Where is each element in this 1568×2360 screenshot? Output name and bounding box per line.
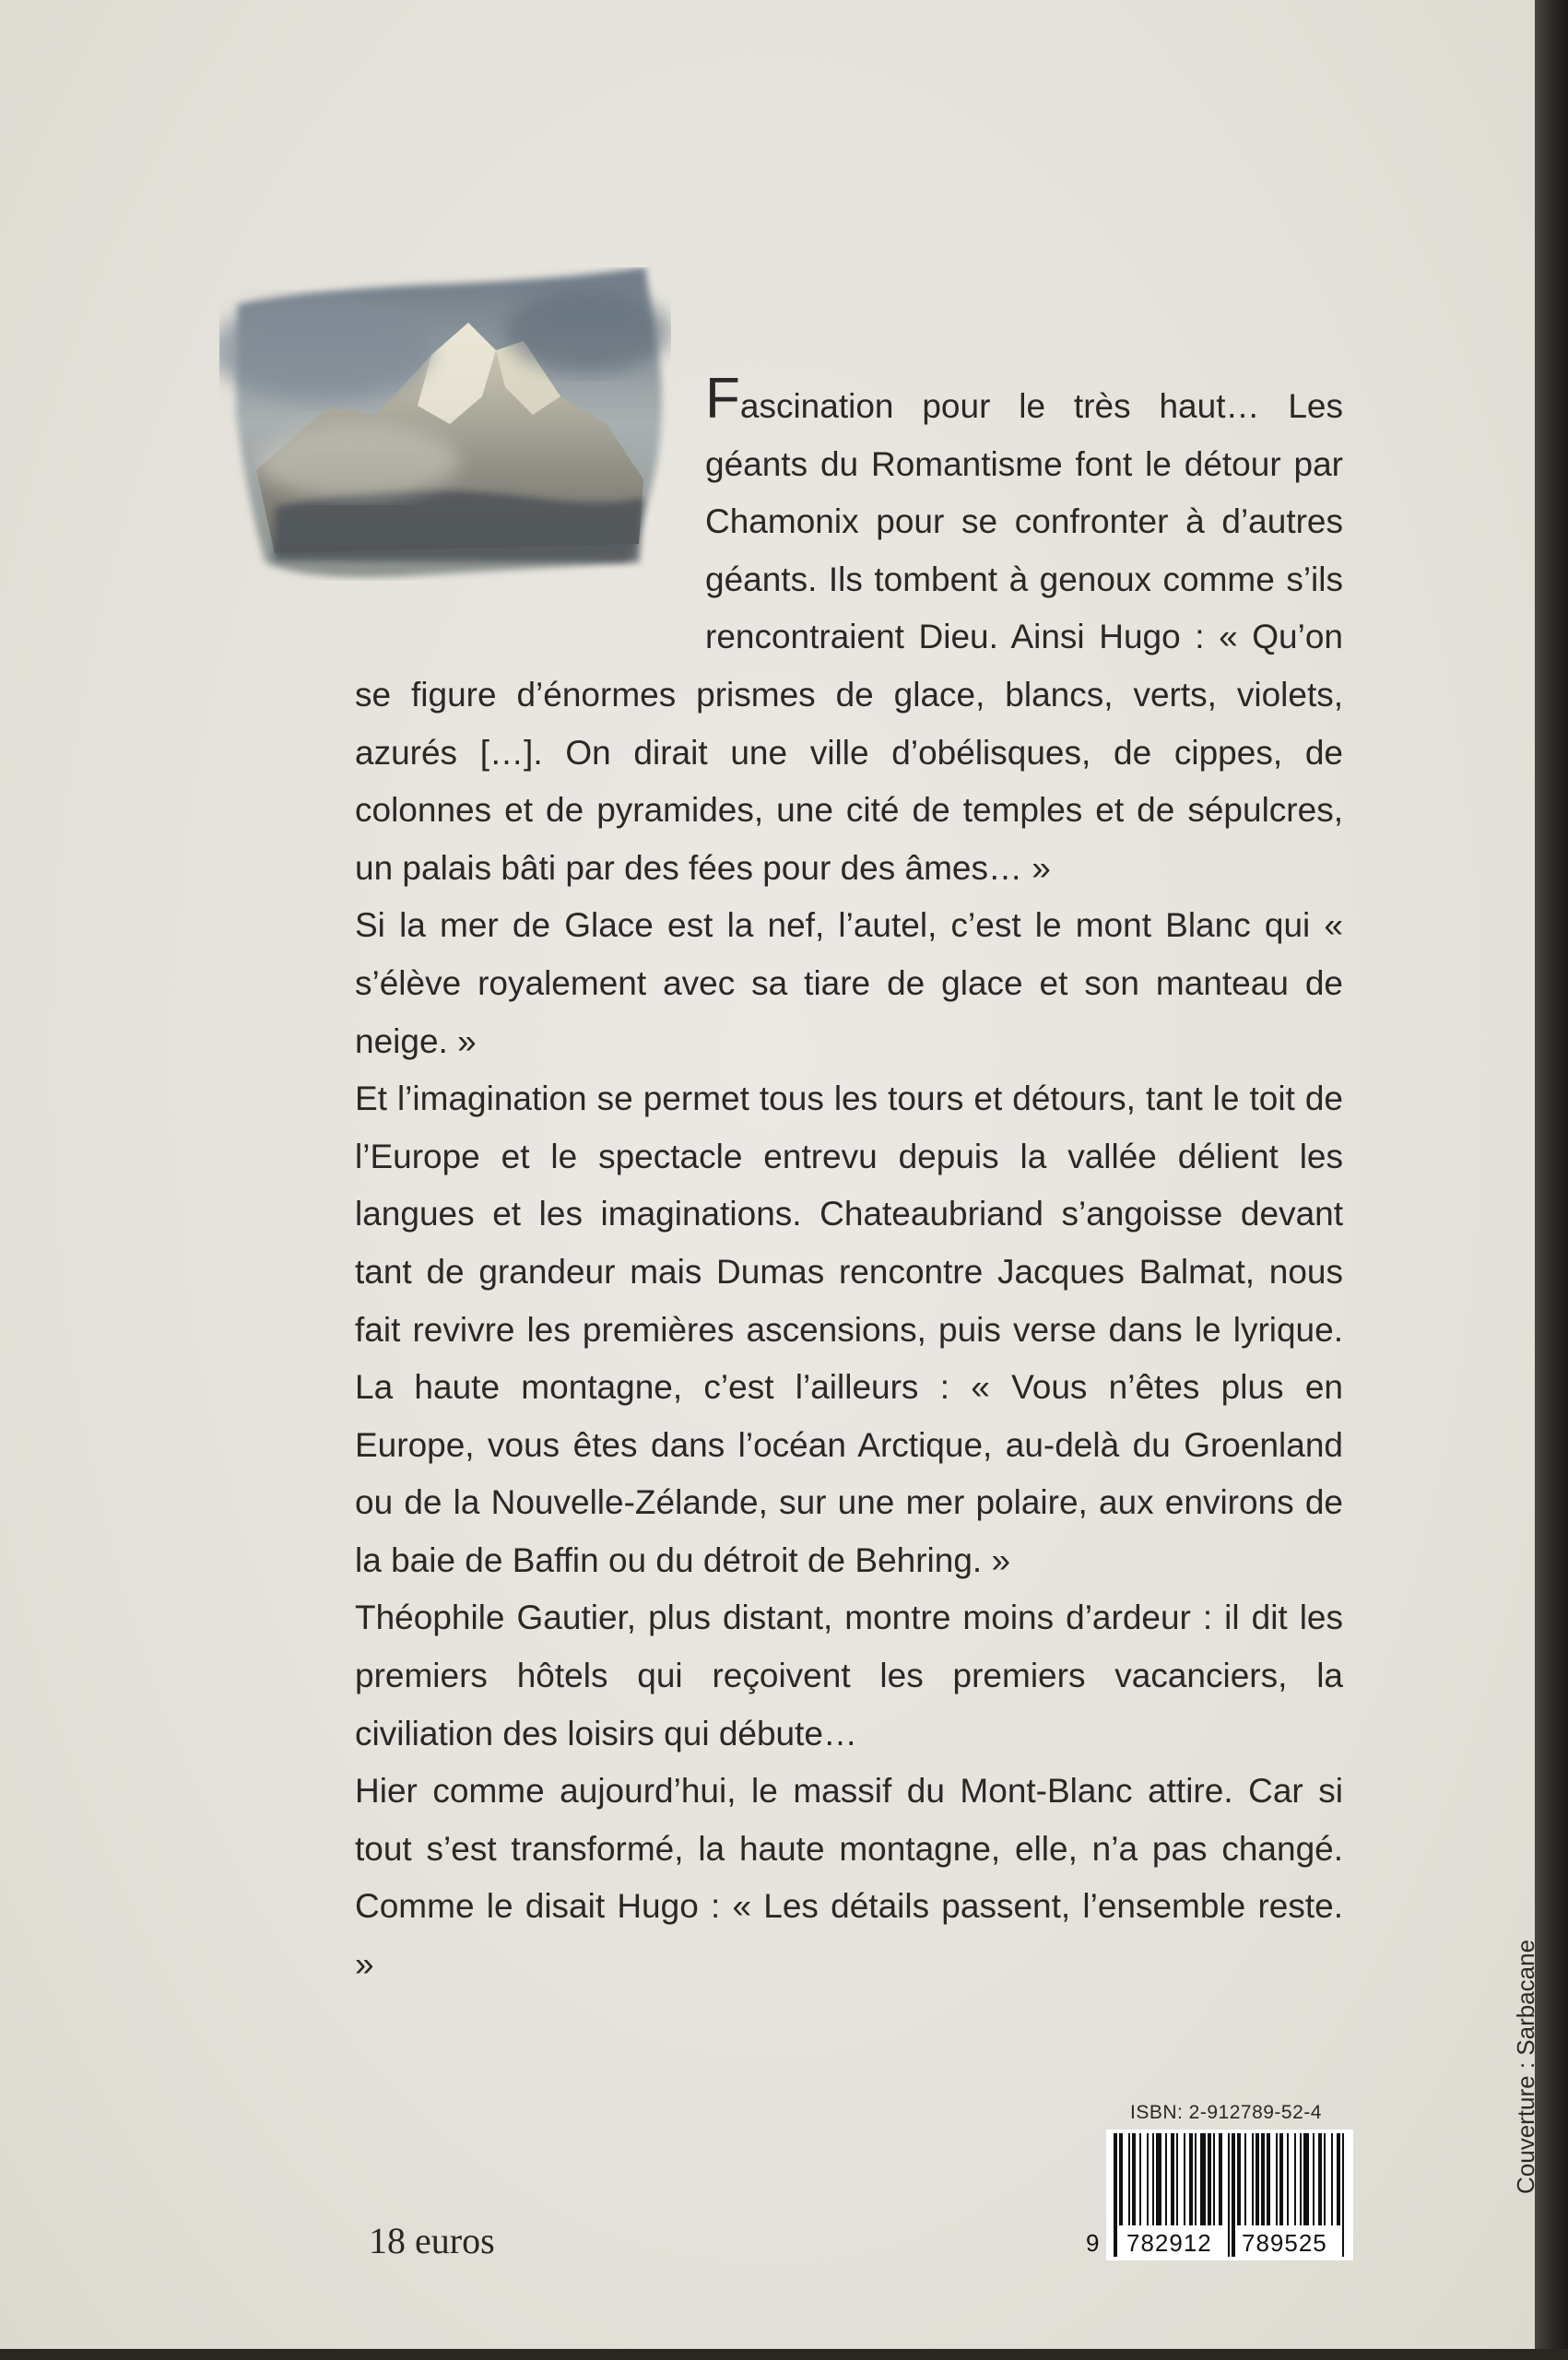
barcode-bar [1200,2133,1206,2225]
barcode-bar [1331,2133,1333,2225]
barcode-bar [1213,2133,1215,2225]
barcode-bar [1237,2133,1241,2225]
barcode-bar [1276,2133,1278,2225]
barcode-bar [1252,2133,1254,2225]
barcode-bar [1261,2133,1265,2225]
cover-credit: Couverture : Sarbacane [1512,1939,1539,2194]
barcode-bar [1184,2133,1185,2225]
barcode-bar [1208,2133,1211,2225]
barcode-bar [1119,2133,1123,2225]
paragraph-5: Hier comme aujourd’hui, le massif du Mont-Blanc attire. Car si tout s’est transformé, la haute montagne, elle, n’a pas changé. Comme le disait Hugo : « Les détails passent, l’ensemble reste. » [355,1772,1343,1984]
barcode-bar [1294,2133,1296,2225]
barcode-bar [1171,2133,1174,2225]
drop-initial: F [705,367,740,431]
barcode-bar [1139,2133,1141,2225]
barcode-bar [1244,2133,1246,2225]
barcode-bar [1324,2133,1326,2225]
barcode-group-2: 789525 [1242,2229,1327,2257]
barcode-bar [1303,2133,1309,2225]
isbn-label: ISBN: 2-912789-52-4 [1130,2102,1322,2123]
text-wrap-area [355,376,705,643]
barcode-bar [1132,2133,1136,2225]
paragraph-4: Théophile Gautier, plus distant, montre moins d’ardeur : il dit les premiers hôtels qui reçoivent les premiers vacanciers, la civiliation des loisirs qui débute… [355,1599,1343,1752]
book-edge-bottom [0,2349,1568,2360]
barcode-bar [1152,2133,1154,2225]
barcode-bar [1176,2133,1178,2225]
barcode-bar [1267,2133,1270,2225]
barcode-bar [1287,2133,1289,2225]
barcode-bar [1156,2133,1161,2225]
barcode-bar [1195,2133,1197,2225]
barcode-bar [1256,2133,1259,2225]
barcode-bar [1300,2133,1302,2225]
barcode-bar [1165,2133,1167,2225]
barcode-bar [1147,2133,1149,2225]
paragraph-3: Et l’imagination se permet tous les tours et détours, tant le toit de l’Europe et le spectacle entrevu depuis la vallée délient les langues et les imaginations. Chateaubriand s’angoisse devant tant de grandeur mais Dumas rencontre Jacques Balmat, nous fait revivre les premières ascensions, puis verse dans le lyrique. La haute montagne, c’est l’ailleurs : « Vous n’êtes plus en Europe, vous êtes dans l’océan Arctique, au-delà du Groenland ou de la Nouvelle-Zélande, sur une mer polaire, aux environs de la baie de Baffin ou du détroit de Behring. » [355,1080,1343,1579]
body-text [355,367,1343,1994]
barcode-bar [1219,2133,1222,2225]
paragraph-2: Si la mer de Glace est la nef, l’autel, c’est le mont Blanc qui « s’élève royalement avec sa tiare de glace et son manteau de neige. » [355,906,1343,1060]
barcode-bar [1313,2133,1315,2225]
paragraph-1-text: ascination pour le très haut… Les géants du Romantisme font le détour par Chamonix pour se confronter à d’autres géants. Ils tombent à genoux comme s’ils rencontraient Dieu. Ainsi Hugo : « Qu’on se figure d’énormes prismes de glace, blancs, verts, violets, azurés […]. On dirait une ville d’obélisques, de cippes, de colonnes et de pyramides, une cité de temples et de sépulcres, un palais bâti par des fées pour des âmes… » [355,387,1343,887]
barcode-bar [1128,2133,1130,2225]
price: 18 euros [369,2220,495,2261]
barcode-bar [1189,2133,1193,2225]
barcode-bar [1337,2133,1340,2225]
barcode-group-1: 782912 [1126,2229,1212,2257]
barcode-bar [1318,2133,1322,2225]
barcode-lead-digit: 9 [1086,2229,1100,2257]
barcode-bar [1279,2133,1283,2225]
barcode-digits [1086,2224,1353,2260]
